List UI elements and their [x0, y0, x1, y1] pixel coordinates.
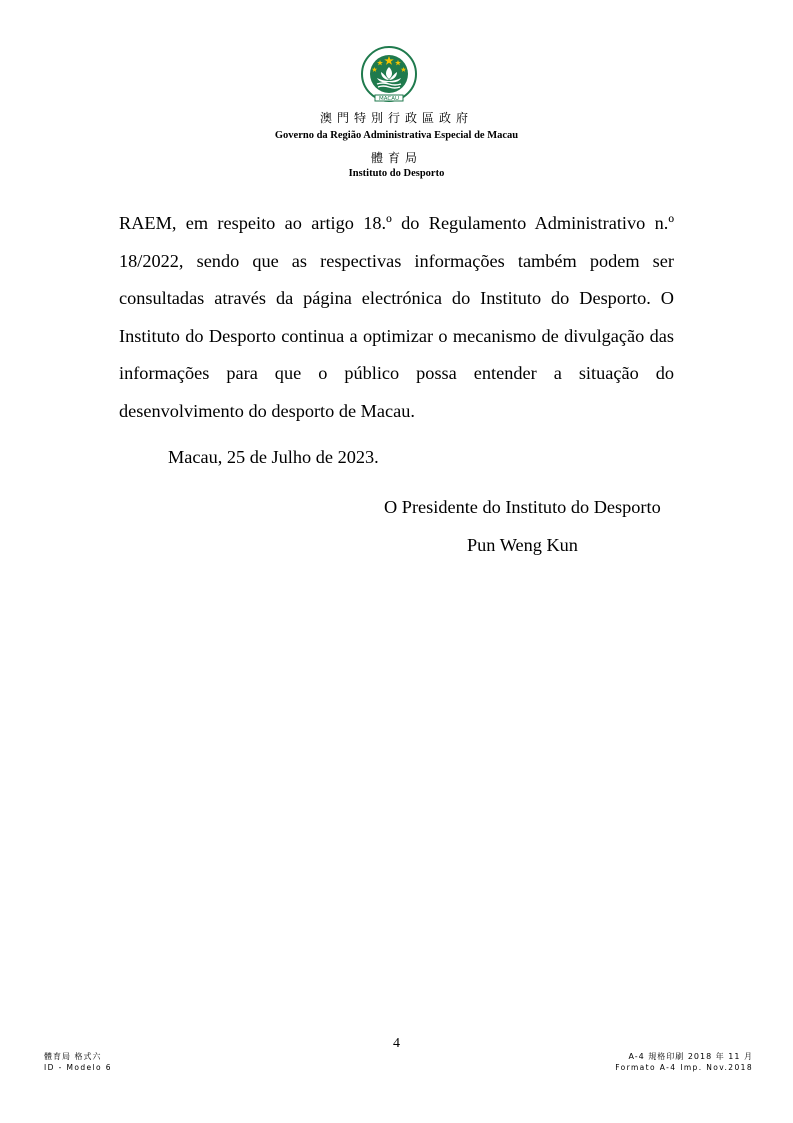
government-name-portuguese: Governo da Região Administrativa Especial de Macau [274, 130, 519, 141]
footer-form-code: ID - Modelo 6 [44, 1063, 112, 1072]
footer-print-format-chinese: A-4 規格印刷 2018 年 11 月 [628, 1052, 753, 1061]
footer-form-code-chinese: 體育局 格式六 [44, 1052, 102, 1061]
signature-name: Pun Weng Kun [467, 535, 578, 555]
page-number: 4 [393, 1036, 400, 1051]
footer-print-format: Formato A-4 Imp. Nov.2018 [615, 1063, 753, 1072]
body-paragraph: RAEM, em respeito ao artigo 18.º do Regulamento Administrativo n.º 18/2022, sendo que as respectivas informações também podem ser consultadas através da página electrónica do Instituto do Desporto. O Instituto do Desporto continua a optimizar o mecanismo de divulgação das informações para que o público possa entender a situação do desenvolvimento do desporto de Macau. [119, 213, 674, 421]
department-name-chinese: 體育局 [370, 151, 422, 165]
date-line: Macau, 25 de Julho de 2023. [168, 447, 379, 467]
emblem-ribbon-text: MACAU [378, 96, 400, 102]
macau-emblem-icon [357, 46, 421, 106]
government-name-chinese: 澳門特別行政區政府 [319, 111, 473, 125]
department-name-portuguese: Instituto do Desporto [348, 168, 445, 179]
signature-title: O Presidente do Instituto do Desporto [384, 497, 661, 517]
